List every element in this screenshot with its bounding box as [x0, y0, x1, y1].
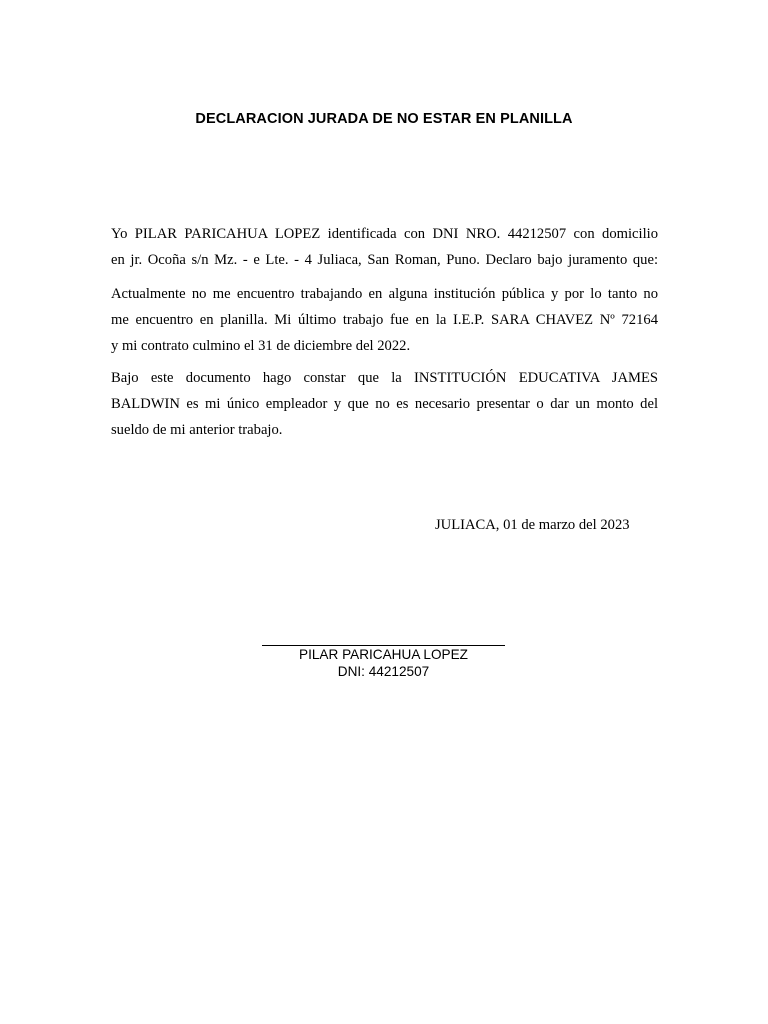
paragraph-line: sueldo de mi anterior trabajo.: [111, 422, 283, 438]
signature-line: [262, 645, 505, 646]
paragraph-line: y mi contrato culmino el 31 de diciembre del 2022.: [111, 338, 411, 354]
paragraph-employment-status: [111, 281, 658, 359]
signer-dni: DNI: 44212507: [337, 664, 430, 679]
paragraph-line: Actualmente no me encuentro trabajando en alguna institución pública y por lo tanto no: [111, 286, 658, 302]
signer-name: PILAR PARICAHUA LOPEZ: [299, 647, 468, 662]
paragraph-line: me encuentro en planilla. Mi último trabajo fue en la I.E.P. SARA CHAVEZ Nº 72164: [111, 312, 658, 328]
document-title: DECLARACION JURADA DE NO ESTAR EN PLANILLA: [195, 111, 573, 127]
paragraph-identification: [111, 221, 658, 273]
paragraph-line: BALDWIN es mi único empleador y que no es necesario presentar o dar un monto del: [111, 396, 658, 412]
paragraph-line: Bajo este documento hago constar que la INSTITUCIÓN EDUCATIVA JAMES: [111, 370, 658, 386]
paragraph-line: en jr. Ocoña s/n Mz. - e Lte. - 4 Juliaca, San Roman, Puno. Declaro bajo juramento que:: [111, 252, 658, 268]
paragraph-sole-employer: [111, 365, 658, 443]
place-and-date: JULIACA, 01 de marzo del 2023: [435, 517, 630, 533]
paragraph-line: Yo PILAR PARICAHUA LOPEZ identificada con DNI NRO. 44212507 con domicilio: [111, 226, 658, 242]
